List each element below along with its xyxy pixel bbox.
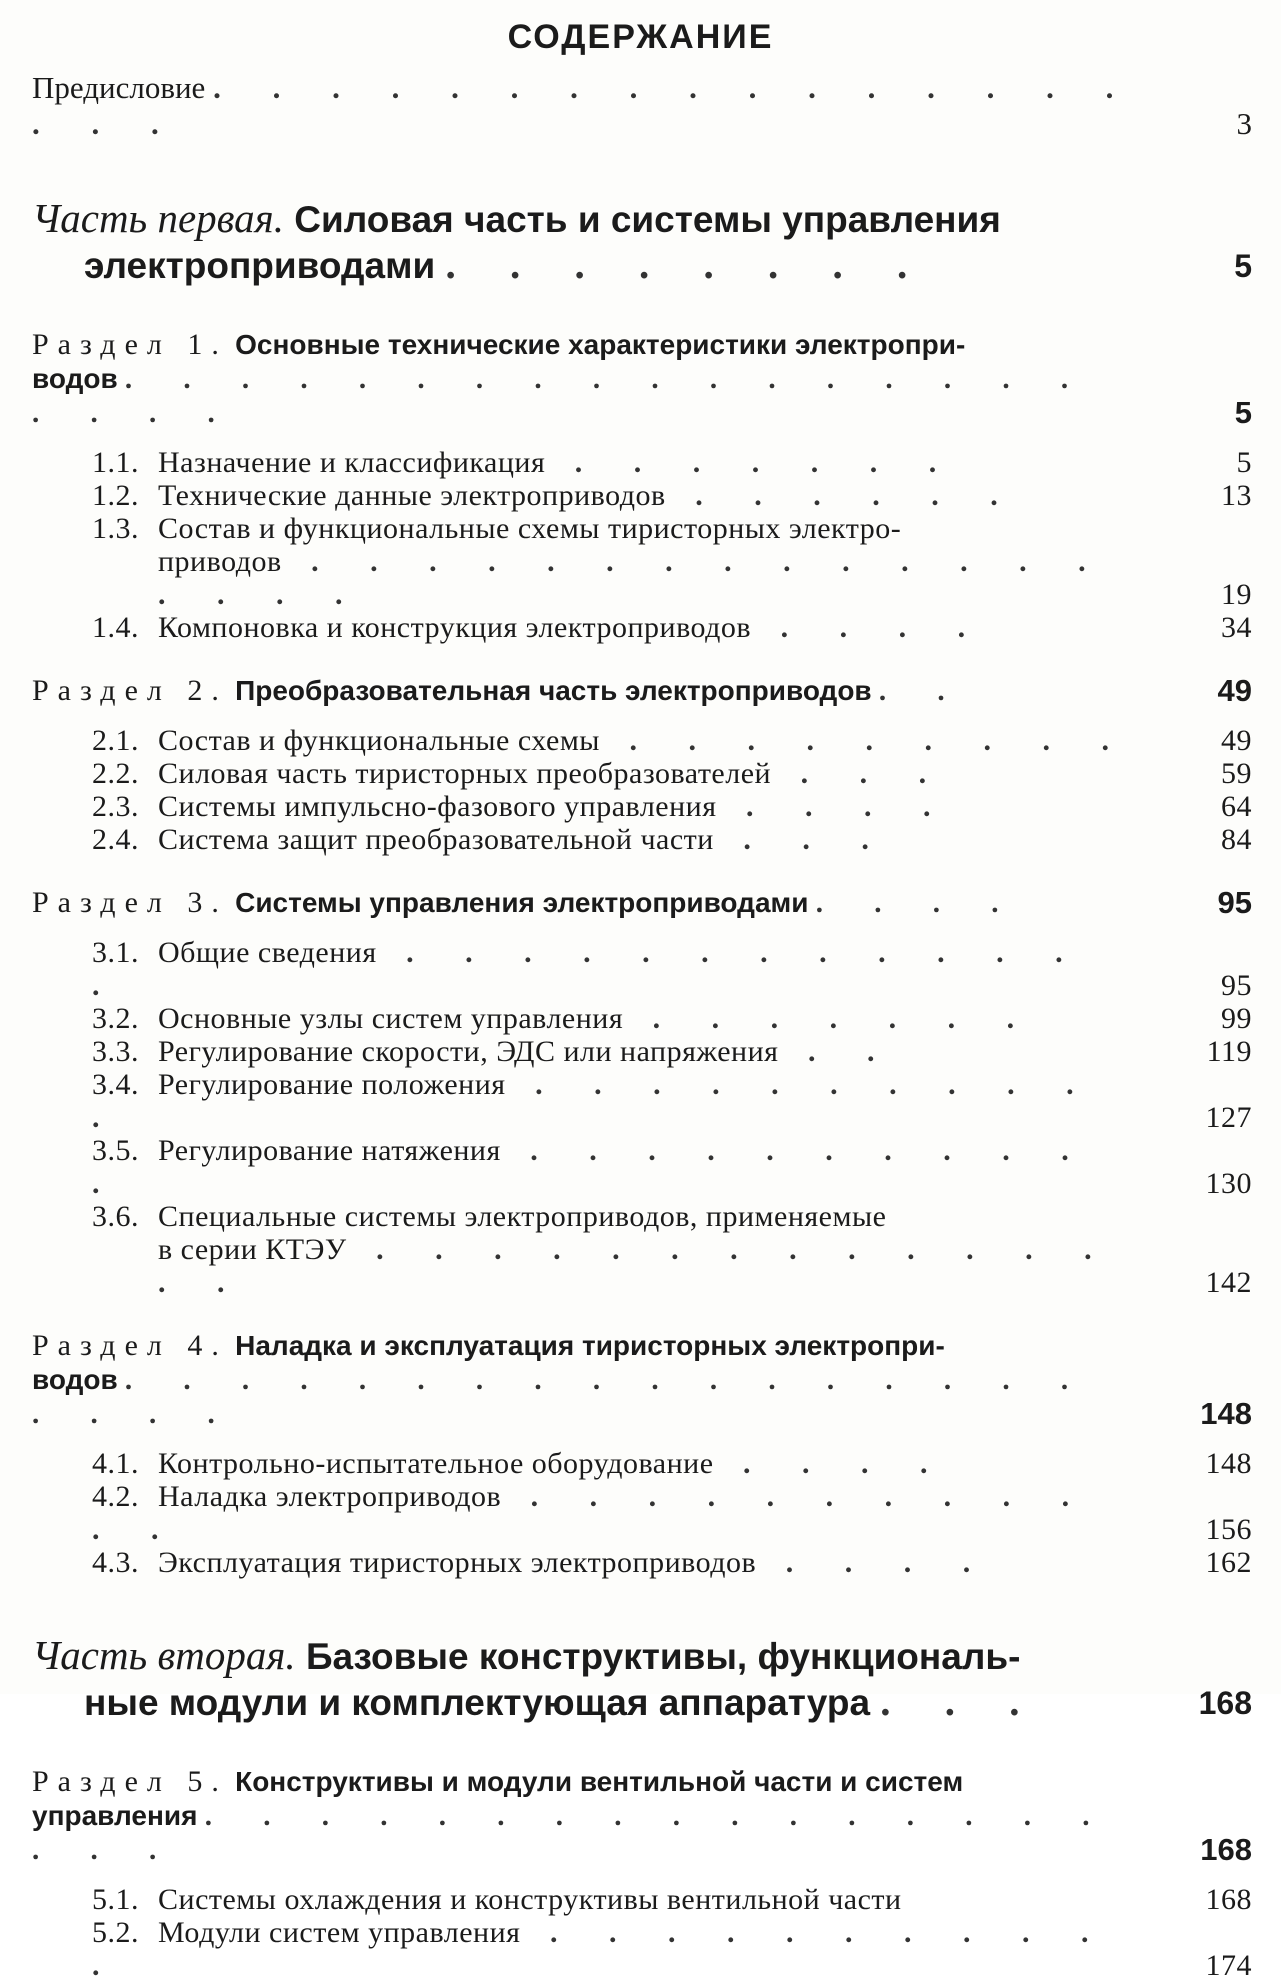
toc-entry-subsection[interactable]: [32, 1447, 1252, 1480]
leader-dots: . . . . . . . . . . . . .: [92, 936, 1085, 1002]
toc-entry-subsection[interactable]: [32, 1200, 1252, 1299]
subsection-number: 4.1.: [92, 1447, 139, 1480]
leader-dots: . . .: [771, 757, 949, 790]
section-prefix: Раздел 1.: [32, 328, 228, 361]
subsection-title: Эксплуатация тиристорных электроприводов: [158, 1546, 757, 1579]
toc-entry-section-1[interactable]: [32, 328, 1252, 430]
subsection-title: Наладка электроприводов: [158, 1480, 502, 1513]
toc-entry-part-2[interactable]: [32, 1633, 1252, 1725]
toc-entry-preface[interactable]: [32, 70, 1252, 142]
leader-dots: . . . . . . . . . . . . . . . . . .: [158, 545, 1108, 611]
subsection-number: 3.2.: [92, 1002, 139, 1035]
subsection-title: Состав и функциональные схемы: [158, 724, 600, 757]
leader-dots: . .: [778, 1035, 897, 1068]
leader-dots: . . . . . . .: [623, 1002, 1037, 1035]
page-number: 168: [1205, 1883, 1252, 1916]
subsection-number: 3.1.: [92, 936, 139, 969]
subsection-title: Специальные системы электроприводов, применяемые: [158, 1200, 887, 1233]
toc-entry-section-4[interactable]: [32, 1329, 1252, 1431]
section-title-line1: Конструктивы и модули вентильной части и систем: [235, 1766, 964, 1797]
leader-dots: . . .: [713, 823, 891, 856]
leader-dots: . . . . . . .: [545, 446, 959, 479]
subsection-number: 2.4.: [92, 823, 139, 856]
page-title: СОДЕРЖАНИЕ: [507, 18, 774, 56]
leader-dots: . . . .: [713, 1447, 950, 1480]
page-number: 84: [1221, 823, 1252, 856]
subsection-number: 2.3.: [92, 790, 139, 823]
page-number: 130: [1205, 1167, 1252, 1200]
table-of-contents: [32, 70, 1252, 1982]
subsection-title: Модули систем управления: [158, 1916, 521, 1949]
page-number: 95: [1217, 885, 1252, 920]
toc-entry-subsection[interactable]: [32, 1916, 1252, 1982]
subsection-title: Регулирование скорости, ЭДС или напряжения: [158, 1035, 779, 1068]
toc-entry-section-5[interactable]: [32, 1765, 1252, 1867]
leader-dots: . . . . . . . . . . . . . . .: [158, 1233, 1114, 1299]
subsection-number: 3.3.: [92, 1035, 139, 1068]
leader-dots: . . . . . . . . . . . . . . . . . . . . .: [32, 1364, 1091, 1430]
page-number: 95: [1221, 969, 1252, 1002]
section-title-line1: Системы управления электроприводами: [235, 887, 809, 918]
subsection-title: Технические данные электроприводов: [158, 479, 666, 512]
leader-dots: . . . . . . . . . . . .: [92, 1480, 1092, 1546]
subsection-title: Состав и функциональные схемы тиристорных электро-: [158, 512, 902, 545]
leader-dots: . . . . . . . . . . .: [92, 1068, 1096, 1134]
subsection-title: Контрольно-испытательное оборудование: [158, 1447, 714, 1480]
leader-dots: . . . . . . . .: [445, 241, 930, 287]
page-number: 49: [1221, 724, 1252, 757]
leader-dots: . . .: [880, 1678, 1042, 1724]
subsection-number: 2.1.: [92, 724, 139, 757]
section-title-line2: водов: [32, 363, 118, 394]
toc-entry-subsection[interactable]: [32, 479, 1252, 512]
page-number: 119: [1206, 1035, 1252, 1068]
section-prefix: Раздел 3.: [32, 886, 228, 919]
page-number: 5: [1236, 446, 1252, 479]
page-number: 59: [1221, 757, 1252, 790]
subsection-number: 1.3.: [92, 512, 139, 545]
page-number: 156: [1205, 1513, 1252, 1546]
page-number: 19: [1221, 578, 1252, 611]
page-number: 168: [1200, 1832, 1252, 1867]
toc-entry-part-1[interactable]: [32, 196, 1252, 288]
part-title-line1: Базовые конструктивы, функциональ-: [305, 1636, 1021, 1677]
leader-dots: . . . . . . . . . . .: [92, 1916, 1111, 1982]
subsection-title: Основные узлы систем управления: [158, 1002, 624, 1035]
toc-entry-section-3[interactable]: [32, 886, 1252, 920]
toc-entry-subsection[interactable]: [32, 1480, 1252, 1546]
section-title-line2: управления: [32, 1800, 198, 1831]
page-number: 168: [1198, 1685, 1252, 1721]
subsection-number: 3.6.: [92, 1200, 139, 1233]
part-title-line2: ные модули и комплектующая аппаратура: [84, 1682, 871, 1723]
leader-dots: . . . . . . . . . . . . . . . . . . .: [32, 70, 1136, 141]
subsection-number: 5.1.: [92, 1883, 139, 1916]
page-number: 49: [1217, 673, 1252, 708]
toc-entry-subsection[interactable]: [32, 1546, 1252, 1579]
page-number: 142: [1205, 1266, 1252, 1299]
section-title-line1: Наладка и эксплуатация тиристорных электропри-: [235, 1330, 945, 1361]
part-title-line1: Силовая часть и системы управления: [294, 199, 1001, 240]
section-title-line1: Преобразовательная часть электроприводов: [235, 675, 872, 706]
leader-dots: . . . .: [815, 887, 1021, 919]
toc-entry-subsection[interactable]: [32, 1035, 1252, 1068]
section-prefix: Раздел 5.: [32, 1765, 228, 1798]
toc-entry-subsection[interactable]: [32, 724, 1252, 757]
subsection-number: 5.2.: [92, 1916, 139, 1949]
part-prefix: Часть первая.: [32, 195, 284, 241]
leader-dots: . . . . . . . . . . .: [92, 1134, 1091, 1200]
subsection-title-cont: приводов: [158, 545, 282, 578]
subsection-number: 2.2.: [92, 757, 139, 790]
subsection-number: 4.2.: [92, 1480, 139, 1513]
toc-entry-subsection[interactable]: [32, 446, 1252, 479]
toc-entry-subsection[interactable]: [32, 1068, 1252, 1134]
page-number: 99: [1221, 1002, 1252, 1035]
subsection-title: Система защит преобразовательной части: [158, 823, 714, 856]
toc-entry-subsection[interactable]: [32, 1134, 1252, 1200]
toc-entry-section-2[interactable]: [32, 674, 1252, 708]
section-title-line2: водов: [32, 1364, 118, 1395]
subsection-title: Регулирование натяжения: [158, 1134, 501, 1167]
page-number: 5: [1234, 395, 1252, 430]
section-title-line1: Основные технические характеристики электропри-: [235, 329, 966, 360]
page-number: 3: [1236, 106, 1252, 141]
subsection-title: Общие сведения: [158, 936, 377, 969]
leader-dots: . . . . . . . . .: [599, 724, 1131, 757]
page-number: 127: [1205, 1101, 1252, 1134]
leader-dots: . . . .: [751, 611, 988, 644]
subsection-title-cont: в серии КТЭУ: [158, 1233, 347, 1266]
subsection-number: 1.2.: [92, 479, 139, 512]
toc-entry-subsection[interactable]: [32, 1883, 1252, 1916]
subsection-title: Назначение и классификация: [158, 446, 546, 479]
subsection-number: 1.4.: [92, 611, 139, 644]
subsection-number: 1.1.: [92, 446, 139, 479]
subsection-number: 3.5.: [92, 1134, 139, 1167]
leader-dots: . . . .: [716, 790, 953, 823]
subsection-number: 3.4.: [92, 1068, 139, 1101]
part-title-line2: электроприводами: [84, 245, 436, 286]
toc-entry-subsection[interactable]: [32, 611, 1252, 644]
toc-entry-subsection[interactable]: [32, 1002, 1252, 1035]
toc-entry-subsection[interactable]: [32, 790, 1252, 823]
page-number: 148: [1200, 1396, 1252, 1431]
subsection-title: Силовая часть тиристорных преобразователей: [158, 757, 772, 790]
subsection-title: Регулирование положения: [158, 1068, 506, 1101]
leader-dots: . . . . . . . . . . . . . . . . . . .: [32, 1800, 1112, 1866]
leader-dots: . . . . . . . . . . . . . . . . . . . . .: [32, 363, 1091, 429]
part-prefix: Часть вторая.: [32, 1632, 296, 1678]
toc-entry-subsection[interactable]: [32, 936, 1252, 1002]
subsection-title: Системы импульсно-фазового управления: [158, 790, 717, 823]
page-number: 34: [1221, 611, 1252, 644]
page-number: 174: [1205, 1949, 1252, 1982]
section-prefix: Раздел 2.: [32, 674, 228, 707]
leader-dots: . . . . . .: [665, 479, 1020, 512]
page-number: 162: [1205, 1546, 1252, 1579]
subsection-number: 4.3.: [92, 1546, 139, 1579]
page-number: 64: [1221, 790, 1252, 823]
subsection-title: Системы охлаждения и конструктивы вентильной части: [158, 1883, 902, 1916]
toc-entry-subsection[interactable]: [32, 512, 1252, 611]
leader-dots: . . . .: [756, 1546, 993, 1579]
page-number: 148: [1205, 1447, 1252, 1480]
toc-entry-subsection[interactable]: [32, 823, 1252, 856]
page-number: 5: [1234, 248, 1252, 284]
page-number: 13: [1221, 479, 1252, 512]
section-prefix: Раздел 4.: [32, 1329, 228, 1362]
leader-dots: . .: [878, 675, 967, 707]
preface-label: Предисловие: [32, 70, 206, 105]
subsection-title: Компоновка и конструкция электроприводов: [158, 611, 752, 644]
toc-entry-subsection[interactable]: [32, 757, 1252, 790]
